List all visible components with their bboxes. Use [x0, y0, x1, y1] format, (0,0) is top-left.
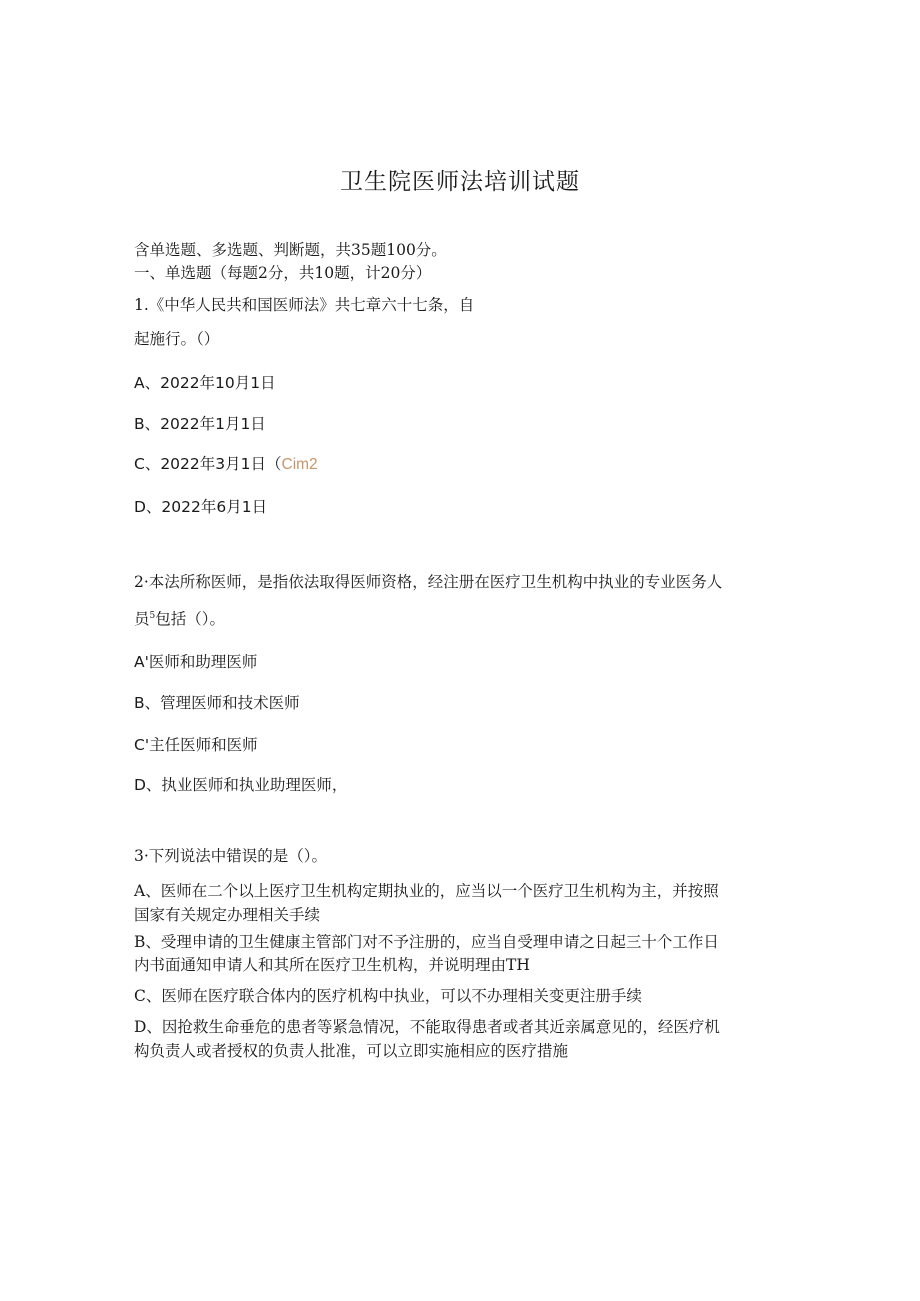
q1-option-c-tag: Cim2 [281, 456, 318, 473]
q1-option-c [134, 454, 318, 475]
q1-option-d: D、2022年6月1日 [134, 498, 268, 516]
q2-option-d: D、执业医师和执业助理医师， [134, 776, 348, 794]
q2-option-c: C'主任医师和医师 [134, 736, 258, 754]
q1-option-a: A、2022年10月1日 [134, 374, 276, 392]
question-1-stem: 1.《中华人民共和国医师法》共七章六十七条，自 [134, 296, 475, 314]
q3-option-d-line2: 构负责人或者授权的负责人批准，可以立即实施相应的医疗措施 [134, 1042, 569, 1060]
q3-option-b-line2: 内书面通知申请人和其所在医疗卫生机构，并说明理由TH [134, 956, 530, 974]
q2-stem-part-a: 员 [134, 610, 150, 629]
q3-option-c: C、医师在医疗联合体内的医疗机构中执业，可以不办理相关变更注册手续 [134, 987, 642, 1005]
q2-stem-sup: 5 [149, 611, 156, 621]
page-title: 卫生院医师法培训试题 [340, 169, 580, 195]
question-1-stem-cont: 起施行。（） [134, 330, 220, 348]
q1-option-c-text: C、2022年3月1日（ [134, 455, 282, 473]
q3-option-a-line2: 国家有关规定办理相关手续 [134, 906, 321, 924]
q2-option-a: A'医师和助理医师 [134, 653, 258, 671]
intro-text: 含单选题、多选题、判断题，共35题100分。 [134, 241, 447, 259]
q3-option-a-line1: A、医师在二个以上医疗卫生机构定期执业的，应当以一个医疗卫生机构为主，并按照 [134, 882, 719, 900]
q2-stem-part-b: 包括（）。 [155, 610, 226, 629]
question-2-stem: 2·本法所称医师，是指依法取得医师资格，经注册在医疗卫生机构中执业的专业医务人 [134, 573, 723, 591]
q2-option-b: B、管理医师和技术医师 [134, 694, 300, 712]
section-heading: 一、单选题（每题2分，共10题，计20分） [134, 264, 432, 282]
question-3-stem: 3·下列说法中错误的是（）。 [134, 847, 328, 865]
question-2-stem-cont [134, 606, 225, 629]
q3-option-d-line1: D、因抢救生命垂危的患者等紧急情况，不能取得患者或者其近亲属意见的，经医疗机 [134, 1018, 720, 1036]
q1-option-b: B、2022年1月1日 [134, 415, 266, 433]
q3-option-b-line1: B、受理申请的卫生健康主管部门对不予注册的，应当自受理申请之日起三十个工作日 [134, 933, 719, 951]
